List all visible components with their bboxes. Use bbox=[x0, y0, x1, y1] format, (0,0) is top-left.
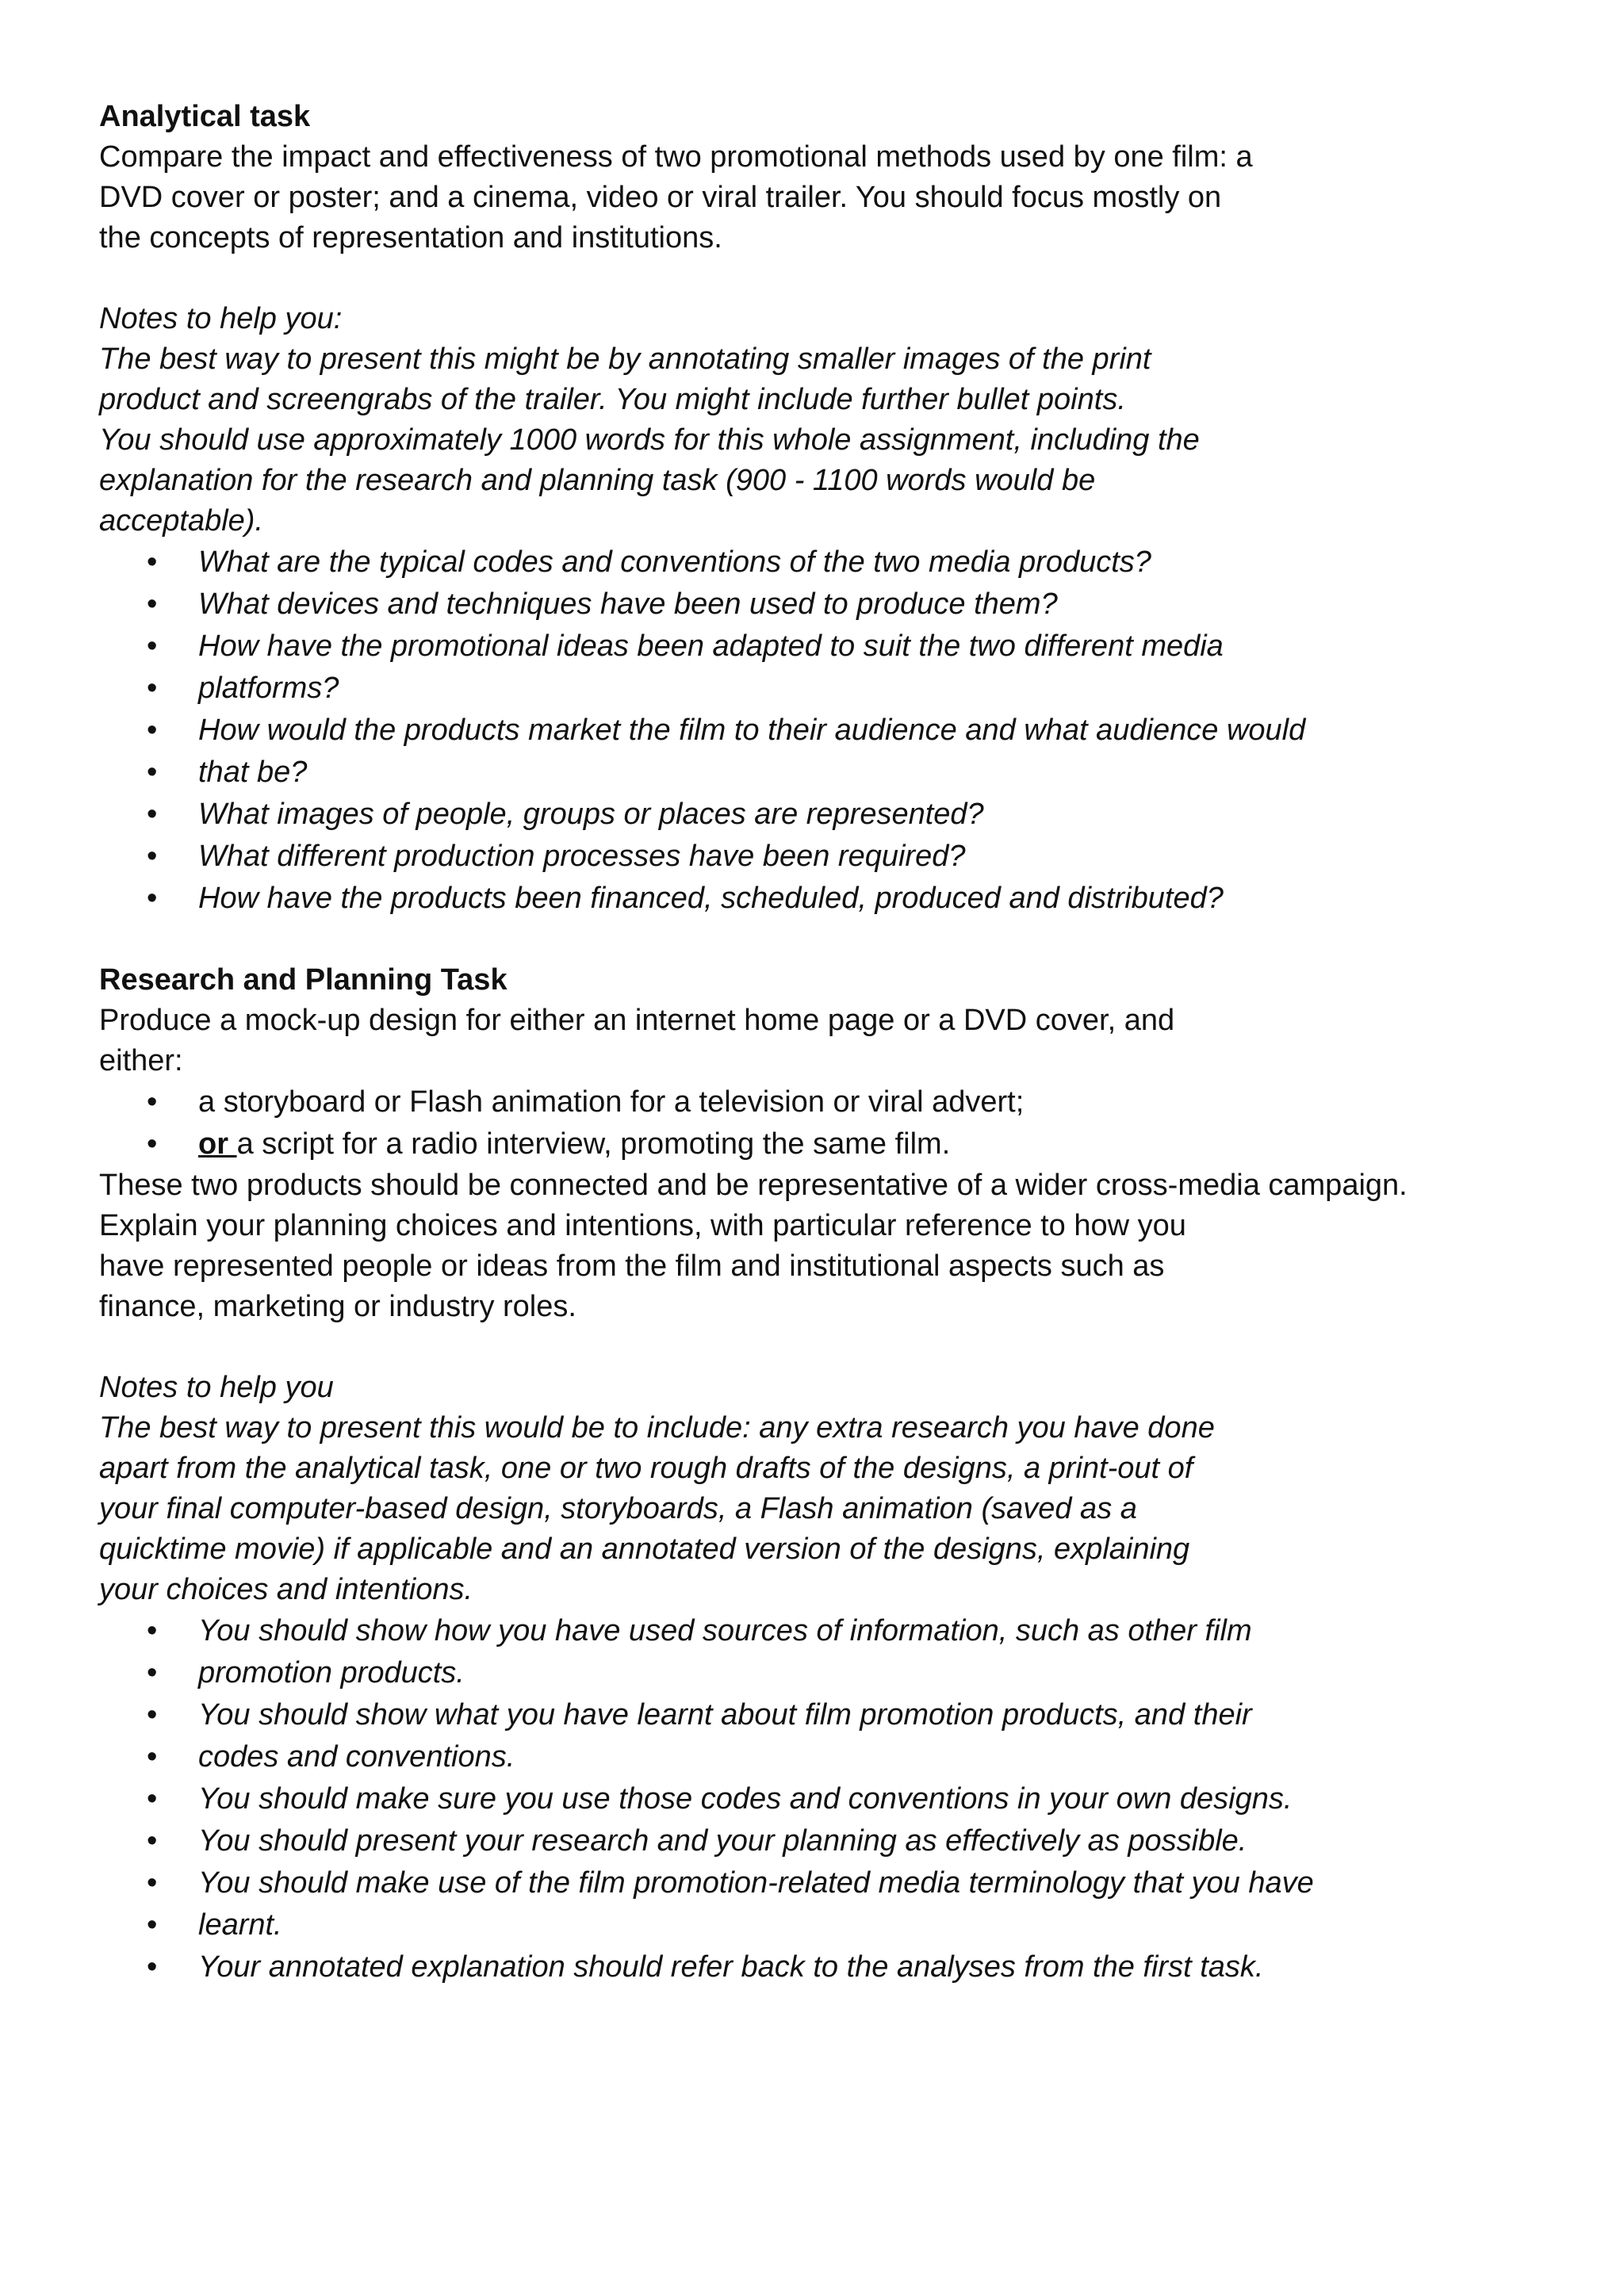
text-line: The best way to present this would be to include: any extra research you have done bbox=[99, 1411, 1215, 1445]
or-emphasis: or bbox=[198, 1127, 237, 1161]
text-line: your choices and intentions. bbox=[99, 1573, 473, 1606]
list-item: • What devices and techniques have been used to produce them? bbox=[99, 584, 1574, 626]
text-line: DVD cover or poster; and a cinema, video or viral trailer. You should focus mostly on bbox=[99, 181, 1222, 214]
list-item bbox=[99, 1123, 1574, 1165]
analytical-notes-body bbox=[99, 339, 1574, 541]
list-item: • You should make sure you use those codes and conventions in your own designs. bbox=[99, 1778, 1574, 1820]
list-item: • You should make use of the film promotion-related media terminology that you have bbox=[99, 1862, 1574, 1904]
text-line: product and screengrabs of the trailer. You might include further bullet points. bbox=[99, 383, 1126, 416]
list-item: • You should present your research and your planning as effectively as possible. bbox=[99, 1820, 1574, 1862]
list-item: • You should show what you have learnt about film promotion products, and their bbox=[99, 1694, 1574, 1736]
research-bullet-list bbox=[99, 1610, 1574, 1988]
research-task-body bbox=[99, 1165, 1574, 1327]
list-item: • promotion products. bbox=[99, 1652, 1574, 1694]
text-line: Compare the impact and effectiveness of two promotional methods used by one film: a bbox=[99, 140, 1253, 174]
analytical-bullet-list bbox=[99, 541, 1574, 920]
analytical-notes-heading: Notes to help you: bbox=[99, 302, 343, 335]
spacer bbox=[99, 258, 1574, 299]
text-line: explanation for the research and planning task (900 - 1100 words would be bbox=[99, 464, 1096, 497]
document-page bbox=[99, 97, 1574, 1988]
text-line: You should use approximately 1000 words for this whole assignment, including the bbox=[99, 423, 1200, 457]
list-item: • You should show how you have used sources of information, such as other film bbox=[99, 1610, 1574, 1652]
text-line: your final computer-based design, storyboards, a Flash animation (saved as a bbox=[99, 1492, 1137, 1525]
list-item: • a storyboard or Flash animation for a television or viral advert; bbox=[99, 1081, 1574, 1123]
text-line: the concepts of representation and institutions. bbox=[99, 221, 722, 254]
list-item: • learnt. bbox=[99, 1904, 1574, 1946]
text-line: either: bbox=[99, 1044, 183, 1077]
analytical-task-heading: Analytical task bbox=[99, 100, 311, 133]
spacer bbox=[99, 920, 1574, 960]
analytical-task-body bbox=[99, 137, 1574, 258]
research-notes-body bbox=[99, 1408, 1574, 1610]
research-task-heading: Research and Planning Task bbox=[99, 963, 508, 997]
text-line: These two products should be connected and be representative of a wider cross-media campaign. bbox=[99, 1169, 1408, 1202]
list-item: • How have the promotional ideas been adapted to suit the two different media bbox=[99, 626, 1574, 668]
option-text: a script for a radio interview, promoting the same film. bbox=[236, 1127, 951, 1161]
research-task-intro bbox=[99, 1001, 1574, 1081]
text-line: The best way to present this might be by annotating smaller images of the print bbox=[99, 342, 1151, 376]
list-item: • Your annotated explanation should refer back to the analyses from the first task. bbox=[99, 1946, 1574, 1988]
text-line: Produce a mock-up design for either an internet home page or a DVD cover, and bbox=[99, 1004, 1175, 1037]
list-item: • What are the typical codes and conventions of the two media products? bbox=[99, 541, 1574, 584]
text-line: Explain your planning choices and intentions, with particular reference to how you bbox=[99, 1209, 1186, 1242]
spacer bbox=[99, 1327, 1574, 1368]
list-item: • How have the products been financed, scheduled, produced and distributed? bbox=[99, 878, 1574, 920]
list-item: • How would the products market the film to their audience and what audience would bbox=[99, 710, 1574, 752]
list-item: • platforms? bbox=[99, 668, 1574, 710]
text-line: finance, marketing or industry roles. bbox=[99, 1290, 576, 1323]
text-line: quicktime movie) if applicable and an annotated version of the designs, explaining bbox=[99, 1533, 1190, 1566]
text-line: acceptable). bbox=[99, 504, 264, 538]
list-item: • What different production processes have been required? bbox=[99, 836, 1574, 878]
text-line: apart from the analytical task, one or two rough drafts of the designs, a print-out of bbox=[99, 1452, 1193, 1485]
research-notes-heading: Notes to help you bbox=[99, 1371, 334, 1404]
list-item: • codes and conventions. bbox=[99, 1736, 1574, 1778]
list-item: • What images of people, groups or places are represented? bbox=[99, 794, 1574, 836]
research-options-list bbox=[99, 1081, 1574, 1165]
text-line: have represented people or ideas from the film and institutional aspects such as bbox=[99, 1249, 1165, 1283]
list-item: • that be? bbox=[99, 752, 1574, 794]
